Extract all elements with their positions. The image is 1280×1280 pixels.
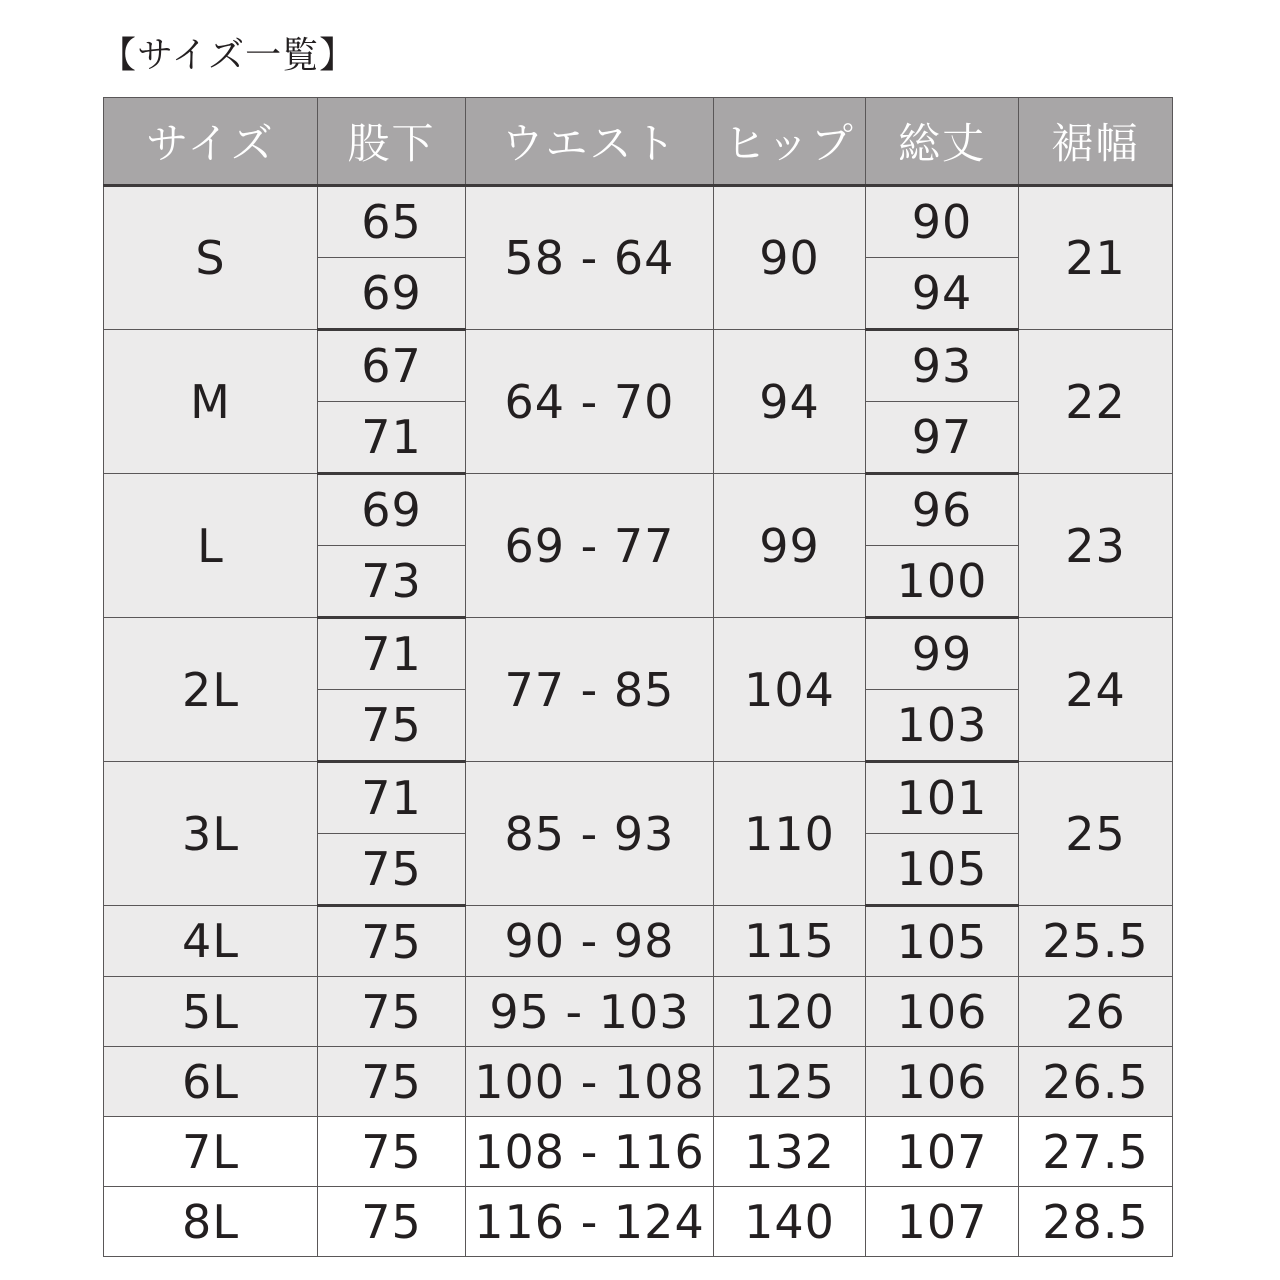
waist-cell: 58 - 64 [466,186,714,330]
header-length: 総丈 [866,98,1019,186]
size-cell: 4L [104,906,318,977]
size-cell: 8L [104,1187,318,1257]
table-row [104,1117,1173,1187]
table-row [104,330,1173,402]
inseam-cell: 75 [318,1047,466,1117]
table-row [104,1047,1173,1117]
table-row [104,618,1173,690]
inseam-cell: 69 [318,474,466,546]
inseam-cell: 71 [318,762,466,834]
hem-cell: 25 [1019,762,1173,906]
table-row [104,1187,1173,1257]
length-cell: 90 [866,186,1019,258]
hip-cell: 132 [714,1117,866,1187]
hem-cell: 26 [1019,977,1173,1047]
header-row [104,98,1173,186]
size-cell: 5L [104,977,318,1047]
length-cell: 96 [866,474,1019,546]
inseam-cell: 67 [318,330,466,402]
page-title: 【サイズ一覧】 [100,35,357,76]
table-row [104,186,1173,258]
inseam-cell: 75 [318,1117,466,1187]
inseam-cell: 75 [318,906,466,977]
waist-cell: 100 - 108 [466,1047,714,1117]
hem-cell: 22 [1019,330,1173,474]
header-inseam: 股下 [318,98,466,186]
waist-cell: 85 - 93 [466,762,714,906]
waist-cell: 69 - 77 [466,474,714,618]
size-cell: 3L [104,762,318,906]
inseam-cell: 73 [318,546,466,618]
inseam-cell: 71 [318,402,466,474]
inseam-cell: 75 [318,1187,466,1257]
hip-cell: 120 [714,977,866,1047]
hip-cell: 94 [714,330,866,474]
table-row [104,474,1173,546]
header-hip: ヒップ [714,98,866,186]
hem-cell: 28.5 [1019,1187,1173,1257]
inseam-cell: 75 [318,977,466,1047]
hip-cell: 99 [714,474,866,618]
hem-cell: 23 [1019,474,1173,618]
length-cell: 99 [866,618,1019,690]
waist-cell: 64 - 70 [466,330,714,474]
hip-cell: 115 [714,906,866,977]
waist-cell: 95 - 103 [466,977,714,1047]
hem-cell: 24 [1019,618,1173,762]
header-hem: 裾幅 [1019,98,1173,186]
size-cell: 6L [104,1047,318,1117]
hem-cell: 27.5 [1019,1117,1173,1187]
table-row [104,906,1173,977]
inseam-cell: 75 [318,834,466,906]
size-cell: S [104,186,318,330]
hip-cell: 104 [714,618,866,762]
length-cell: 101 [866,762,1019,834]
length-cell: 106 [866,977,1019,1047]
header-waist: ウエスト [466,98,714,186]
waist-cell: 90 - 98 [466,906,714,977]
inseam-cell: 75 [318,690,466,762]
table-row [104,977,1173,1047]
length-cell: 97 [866,402,1019,474]
hip-cell: 140 [714,1187,866,1257]
waist-cell: 116 - 124 [466,1187,714,1257]
size-cell: M [104,330,318,474]
inseam-cell: 69 [318,258,466,330]
hip-cell: 110 [714,762,866,906]
inseam-cell: 71 [318,618,466,690]
hem-cell: 26.5 [1019,1047,1173,1117]
size-cell: L [104,474,318,618]
hip-cell: 125 [714,1047,866,1117]
size-cell: 7L [104,1117,318,1187]
size-cell: 2L [104,618,318,762]
length-cell: 100 [866,546,1019,618]
header-size: サイズ [104,98,318,186]
table-row [104,762,1173,834]
inseam-cell: 65 [318,186,466,258]
hem-cell: 25.5 [1019,906,1173,977]
length-cell: 107 [866,1187,1019,1257]
length-cell: 103 [866,690,1019,762]
length-cell: 93 [866,330,1019,402]
size-table [103,97,1173,1257]
length-cell: 94 [866,258,1019,330]
waist-cell: 108 - 116 [466,1117,714,1187]
length-cell: 105 [866,906,1019,977]
length-cell: 105 [866,834,1019,906]
length-cell: 106 [866,1047,1019,1117]
length-cell: 107 [866,1117,1019,1187]
hem-cell: 21 [1019,186,1173,330]
waist-cell: 77 - 85 [466,618,714,762]
hip-cell: 90 [714,186,866,330]
